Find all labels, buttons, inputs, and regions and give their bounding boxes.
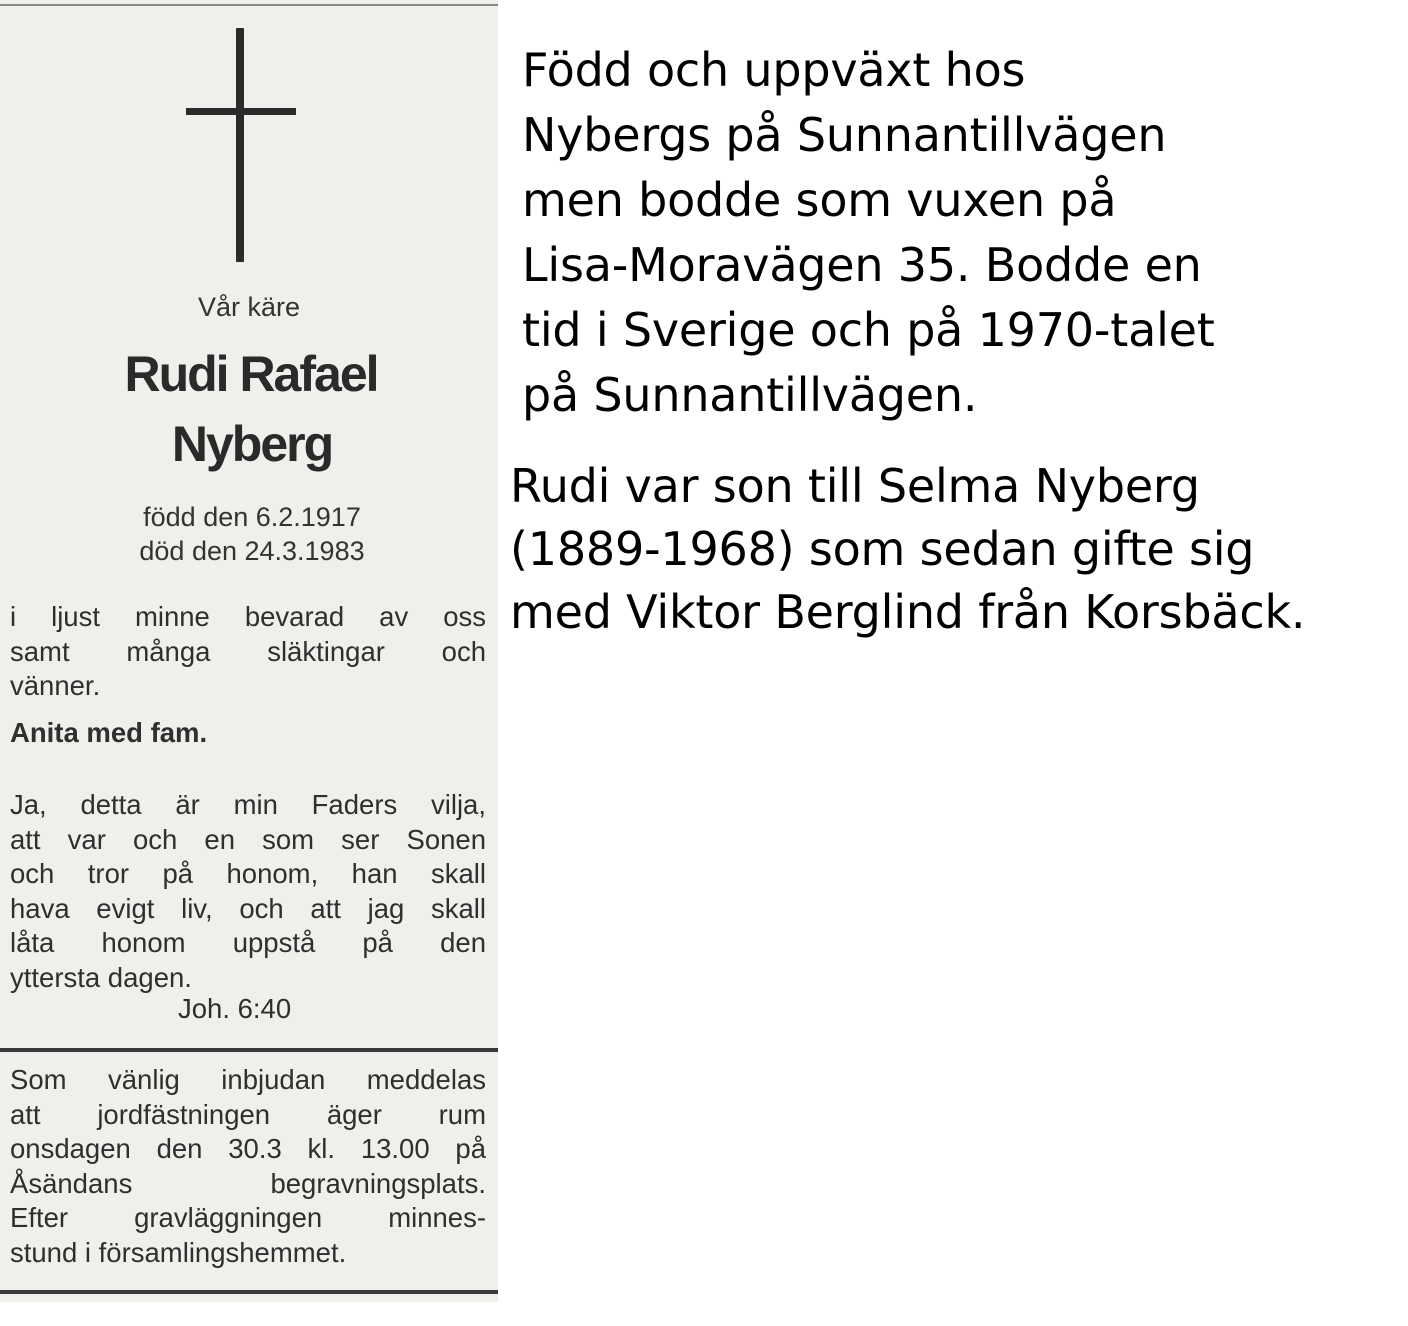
funeral-invitation (10, 1063, 486, 1270)
note-line: men bodde som vuxen på (522, 173, 1117, 227)
verse-line: och tror på honom, han skall (10, 858, 486, 889)
verse-line: yttersta dagen. (10, 961, 192, 993)
verse-line: Ja, detta är min Faders vilja, (10, 789, 486, 820)
memory-paragraph (10, 600, 486, 704)
note-line: (1889-1968) som sedan gifte sig (510, 522, 1255, 576)
obituary-clipping (0, 0, 498, 1302)
bible-verse (10, 788, 486, 995)
note-line: Rudi var son till Selma Nyberg (510, 459, 1200, 513)
note-line: Lisa-Moravägen 35. Bodde en (522, 238, 1202, 292)
mourner-signature: Anita med fam. (10, 717, 208, 748)
verse-line: hava evigt liv, och att jag skall (10, 892, 486, 924)
note-line: Nybergs på Sunnantillvägen (522, 108, 1167, 162)
death-date: död den 24.3.1983 (139, 536, 365, 566)
cross-icon (186, 28, 296, 262)
memory-line: i ljust minne bevarad av oss (10, 601, 486, 632)
invitation-line: onsdagen den 30.3 kl. 13.00 på (10, 1133, 486, 1164)
biography-note (522, 38, 1215, 428)
verse-line: att var och en som ser Sonen (10, 823, 486, 855)
deceased-name-first: Rudi Rafael (124, 346, 378, 402)
invitation-line: Som vänlig inbjudan meddelas (10, 1064, 486, 1095)
invitation-line: Åsändans begravningsplats. (10, 1167, 486, 1199)
obituary-intro: Vår käre (197, 292, 301, 322)
memory-line: samt många släktingar och (10, 635, 486, 667)
verse-line: låta honom uppstå på den (10, 927, 486, 958)
invitation-line: att jordfästningen äger rum (10, 1098, 486, 1130)
invitation-line: stund i församlingshemmet. (10, 1236, 347, 1268)
invitation-line: Efter gravläggningen minnes- (10, 1202, 486, 1233)
note-line: tid i Sverige och på 1970-talet (522, 303, 1215, 357)
memory-line: vänner. (10, 670, 101, 701)
top-border (0, 4, 498, 6)
note-line: Född och uppväxt hos (522, 43, 1026, 97)
deceased-name-last: Nyberg (171, 416, 333, 472)
section-divider (0, 1048, 498, 1052)
family-note (510, 455, 1305, 644)
verse-reference: Joh. 6:40 (178, 993, 292, 1024)
note-line: på Sunnantillvägen. (522, 368, 978, 422)
birth-date: född den 6.2.1917 (143, 502, 361, 532)
bottom-border (0, 1290, 498, 1294)
note-line: med Viktor Berglind från Korsbäck. (510, 585, 1306, 639)
